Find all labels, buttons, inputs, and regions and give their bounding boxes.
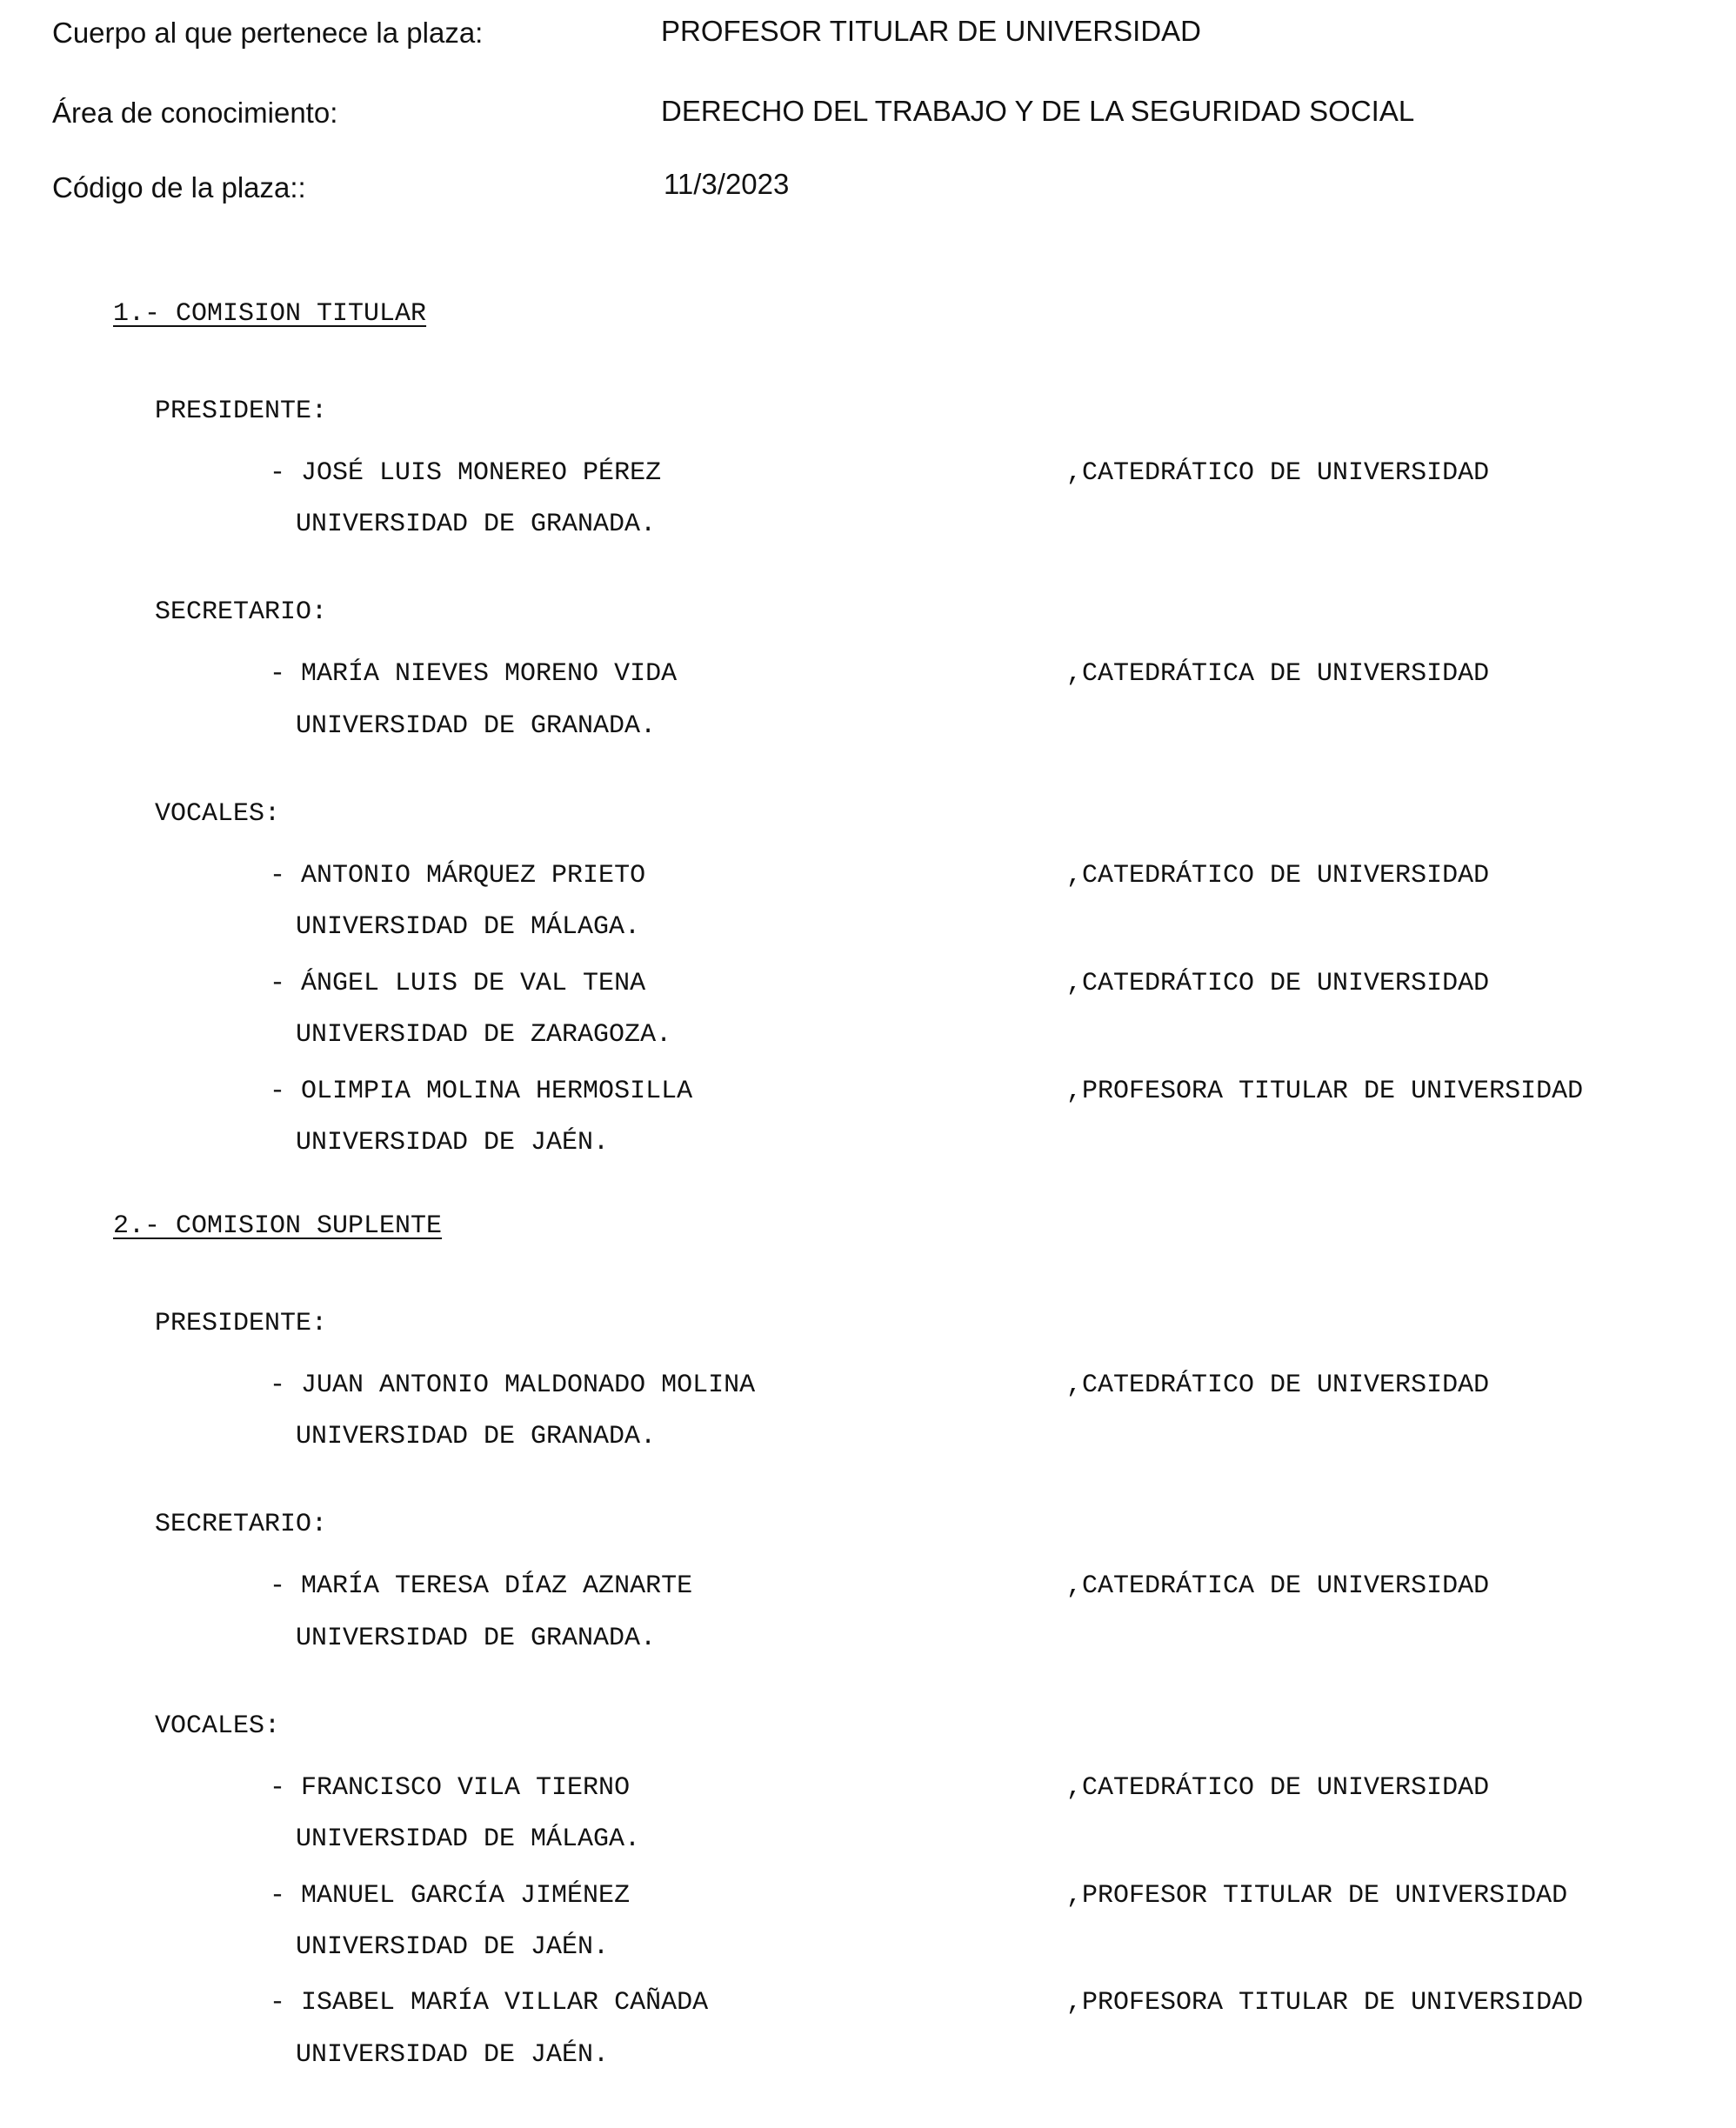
titular-presidente-name: - JOSÉ LUIS MONEREO PÉREZ — [270, 458, 662, 488]
cuerpo-value: PROFESOR TITULAR DE UNIVERSIDAD — [661, 15, 1201, 47]
suplente-vocal-2-university: UNIVERSIDAD DE JAÉN. — [296, 1932, 610, 1962]
titular-vocales-label: VOCALES: — [155, 799, 281, 829]
suplente-vocal-3-university: UNIVERSIDAD DE JAÉN. — [296, 2040, 610, 2070]
titular-vocal-2-university: UNIVERSIDAD DE ZARAGOZA. — [296, 1020, 672, 1050]
suplente-presidente-label: PRESIDENTE: — [155, 1309, 328, 1338]
suplente-vocal-1-position: ,CATEDRÁTICO DE UNIVERSIDAD — [1066, 1773, 1490, 1803]
suplente-vocal-1-university: UNIVERSIDAD DE MÁLAGA. — [296, 1824, 641, 1854]
suplente-heading: 2.- COMISION SUPLENTE — [113, 1211, 443, 1241]
titular-vocal-3-position: ,PROFESORA TITULAR DE UNIVERSIDAD — [1066, 1077, 1584, 1106]
titular-secretario-position: ,CATEDRÁTICA DE UNIVERSIDAD — [1066, 659, 1490, 689]
codigo-value: 11/3/2023 — [664, 168, 790, 200]
suplente-secretario-name: - MARÍA TERESA DÍAZ AZNARTE — [270, 1571, 693, 1601]
suplente-vocales-label: VOCALES: — [155, 1711, 281, 1741]
titular-vocal-1-name: - ANTONIO MÁRQUEZ PRIETO — [270, 861, 646, 891]
titular-vocal-2-name: - ÁNGEL LUIS DE VAL TENA — [270, 969, 646, 998]
suplente-presidente-position: ,CATEDRÁTICO DE UNIVERSIDAD — [1066, 1371, 1490, 1400]
area-label: Área de conocimiento: — [52, 97, 338, 129]
suplente-secretario-label: SECRETARIO: — [155, 1510, 328, 1539]
titular-vocal-2-position: ,CATEDRÁTICO DE UNIVERSIDAD — [1066, 969, 1490, 998]
area-value: DERECHO DEL TRABAJO Y DE LA SEGURIDAD SOCIAL — [661, 95, 1415, 127]
titular-secretario-name: - MARÍA NIEVES MORENO VIDA — [270, 659, 678, 689]
titular-secretario-label: SECRETARIO: — [155, 597, 328, 627]
suplente-vocal-1-name: - FRANCISCO VILA TIERNO — [270, 1773, 631, 1803]
suplente-vocal-2-position: ,PROFESOR TITULAR DE UNIVERSIDAD — [1066, 1881, 1568, 1911]
suplente-vocal-3-position: ,PROFESORA TITULAR DE UNIVERSIDAD — [1066, 1988, 1584, 2018]
titular-vocal-1-university: UNIVERSIDAD DE MÁLAGA. — [296, 912, 641, 942]
titular-secretario-university: UNIVERSIDAD DE GRANADA. — [296, 711, 657, 741]
suplente-secretario-position: ,CATEDRÁTICA DE UNIVERSIDAD — [1066, 1571, 1490, 1601]
cuerpo-label: Cuerpo al que pertenece la plaza: — [52, 17, 484, 49]
titular-presidente-university: UNIVERSIDAD DE GRANADA. — [296, 510, 657, 539]
suplente-presidente-name: - JUAN ANTONIO MALDONADO MOLINA — [270, 1371, 756, 1400]
suplente-presidente-university: UNIVERSIDAD DE GRANADA. — [296, 1422, 657, 1451]
suplente-secretario-university: UNIVERSIDAD DE GRANADA. — [296, 1624, 657, 1653]
titular-vocal-1-position: ,CATEDRÁTICO DE UNIVERSIDAD — [1066, 861, 1490, 891]
titular-vocal-3-university: UNIVERSIDAD DE JAÉN. — [296, 1128, 610, 1157]
titular-heading: 1.- COMISION TITULAR — [113, 299, 427, 329]
titular-presidente-label: PRESIDENTE: — [155, 397, 328, 426]
titular-vocal-3-name: - OLIMPIA MOLINA HERMOSILLA — [270, 1077, 693, 1106]
codigo-label: Código de la plaza:: — [52, 171, 306, 203]
titular-presidente-position: ,CATEDRÁTICO DE UNIVERSIDAD — [1066, 458, 1490, 488]
suplente-vocal-3-name: - ISABEL MARÍA VILLAR CAÑADA — [270, 1988, 709, 2018]
suplente-vocal-2-name: - MANUEL GARCÍA JIMÉNEZ — [270, 1881, 631, 1911]
